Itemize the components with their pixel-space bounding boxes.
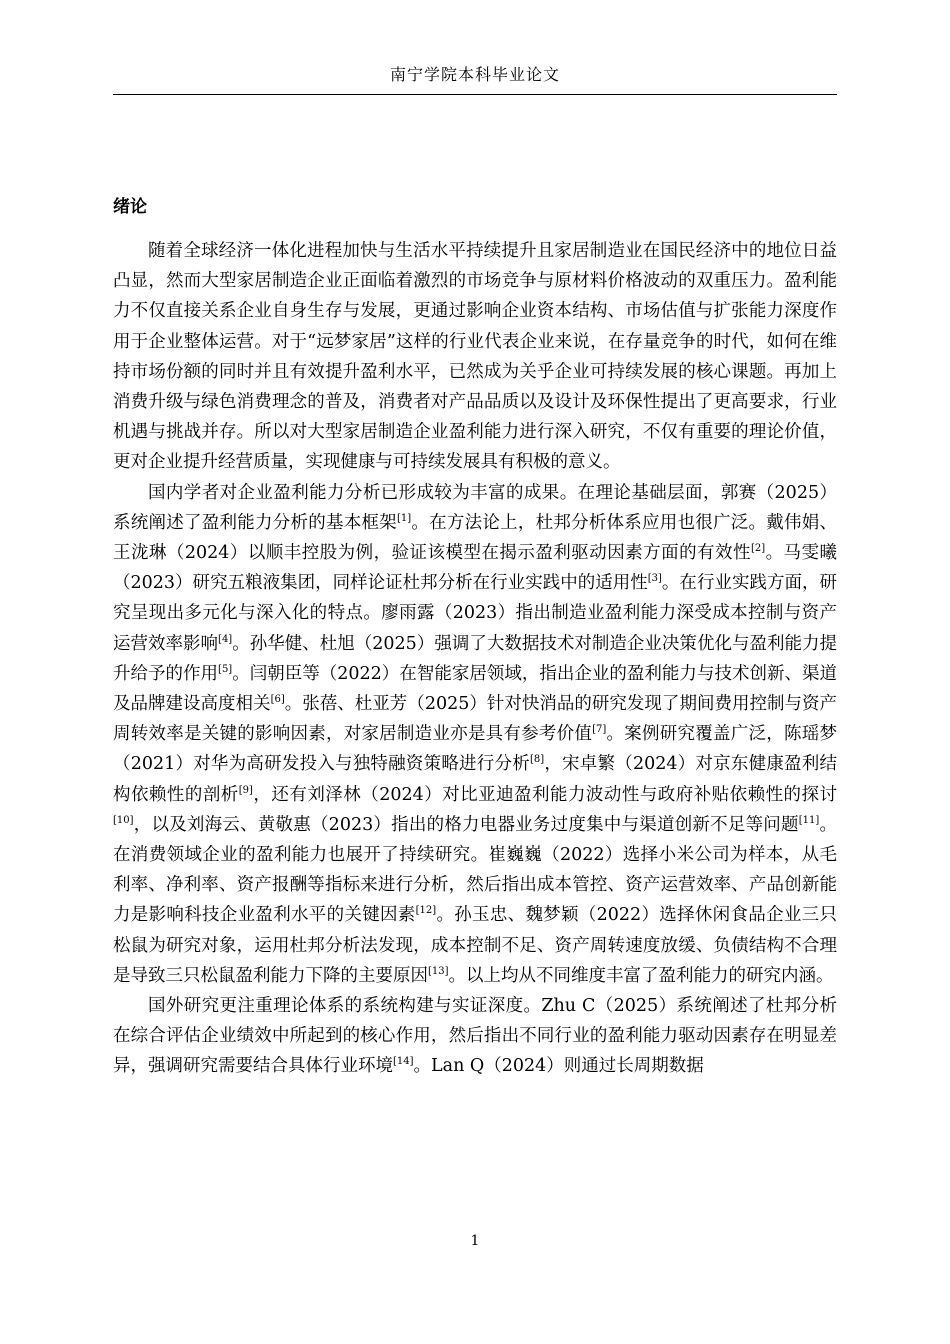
paragraph-text: ，宋卓繁（2024）对京东健康盈利结构依赖性的剖析 <box>113 754 837 805</box>
paragraph-text: 。闫朝臣等（2022）在智能家居领域，指出企业的盈利能力与技术创新、渠道及品牌建设高度相关 <box>113 663 837 715</box>
paragraph-text: 。孙华健、杜旭（2025）强调了大数据技术对制造企业决策优化与盈利能力提升给予的作用 <box>113 633 837 684</box>
body-paragraph <box>113 236 837 478</box>
paragraph-text: 国外研究更注重理论体系的系统构建与实证深度。Zhu C（2025）系统阐述了杜邦分析在综合评估企业绩效中所起到的核心作用，然后指出不同行业的盈利能力驱动因素存在明显差异，强调研究需要结合具体行业环境 <box>113 996 837 1077</box>
citation-ref: [13] <box>428 965 449 977</box>
paragraph-text: 。在方法论上，杜邦分析体系应用也很广泛。戴伟娟、王泷琳（2024）以顺丰控股为例，验证该模型在揭示盈利驱动因素方面的有效性 <box>113 512 838 564</box>
citation-ref: [11] <box>798 814 820 826</box>
paragraph-text: 。马雯曦（2023）研究五粮液集团，同样论证杜邦分析在行业实践中的适用性 <box>113 543 837 594</box>
citation-ref: [3] <box>647 573 662 585</box>
paragraph-text: 。张蓓、杜亚芳（2025）针对快消品的研究发现了期间费用控制与资产周转效率是关键的影响因素，对家居制造业亦是具有参考价值 <box>113 694 838 745</box>
paragraph-text: 。孙玉忠、魏梦颖（2022）选择休闲食品企业三只松鼠为研究对象，运用杜邦分析法发现，成本控制不足、资产周转速度放缓、负债结构不合理是导致三只松鼠盈利能力下降的主要原因 <box>113 905 837 986</box>
section-title: 绪论 <box>113 197 147 217</box>
paragraph-text: ，还有刘泽林（2024）对比亚迪盈利能力波动性与政府补贴依赖性的探讨 <box>252 784 837 805</box>
citation-ref: [12] <box>415 905 437 917</box>
paragraph-text: 随着全球经济一体化进程加快与生活水平持续提升且家居制造业在国民经济中的地位日益凸显，然而大型家居制造企业正面临着激烈的市场竞争与原材料价格波动的双重压力。盈利能力不仅直接关系企业自身生存与发展，更通过影响企业资本结构、市场估值与扩张能力深度作用于企业整体运营。对于“远梦家居”这样的行业代表企业来说，在存量竞争的时代，如何在维持市场份额的同时并且有效提升盈利水平，已然成为关乎企业可持续发展的核心课题。再加上消费升级与绿色消费理念的普及，消费者对产品品质以及设计及环保性提出了更高要求，行业机遇与挑战并存。所以对大型家居制造企业盈利能力进行深入研究，不仅有重要的理论价值，更对企业提升经营质量，实现健康与可持续发展具有积极的意义。 <box>113 241 837 473</box>
citation-ref: [6] <box>270 694 285 706</box>
paragraph-text: 。以上均从不同维度丰富了盈利能力的研究内涵。 <box>448 965 834 986</box>
paragraph-text: 国内学者对企业盈利能力分析已形成较为丰富的成果。在理论基础层面，郭赛（2025）系统阐述了盈利能力分析的基本框架 <box>113 482 837 533</box>
citation-ref: [1] <box>396 512 412 524</box>
body-text <box>113 236 837 1082</box>
paragraph-text: 。在行业实践方面，研究呈现出多元化与深入化的特点。廖雨露（2023）指出制造业盈利能力深受成本控制与资产运营效率影响 <box>113 573 837 654</box>
paragraph-text: ，以及刘海云、黄敬惠（2023）指出的格力电器业务过度集中与渠道创新不足等问题 <box>133 814 799 835</box>
running-header: 南宁学院本科毕业论文 <box>389 65 560 84</box>
citation-ref: [8] <box>529 754 545 766</box>
body-paragraph <box>113 478 837 991</box>
header-rule <box>113 94 837 95</box>
citation-ref: [4] <box>218 633 233 645</box>
citation-ref: [2] <box>750 543 766 555</box>
citation-ref: [5] <box>218 663 233 675</box>
body-paragraph <box>113 991 837 1082</box>
paragraph-text: 。案例研究覆盖广泛，陈瑶梦（2021）对华为高研发投入与独特融资策略进行分析 <box>113 724 838 775</box>
citation-ref: [7] <box>592 724 607 736</box>
citation-ref: [9] <box>238 784 253 796</box>
paragraph-text: 。Lan Q（2024）则通过长周期数据 <box>413 1056 704 1077</box>
page-number: 1 <box>470 1233 480 1249</box>
citation-ref: [14] <box>393 1056 414 1068</box>
citation-ref: [10] <box>113 814 134 826</box>
paragraph-text: 。在消费领域企业的盈利能力也展开了持续研究。崔巍巍（2022）选择小米公司为样本，从毛利率、净利率、资产报酬等指标来进行分析，然后指出成本管控、资产运营效率、产品创新能力是影响科技企业盈利水平的关键因素 <box>113 814 837 926</box>
